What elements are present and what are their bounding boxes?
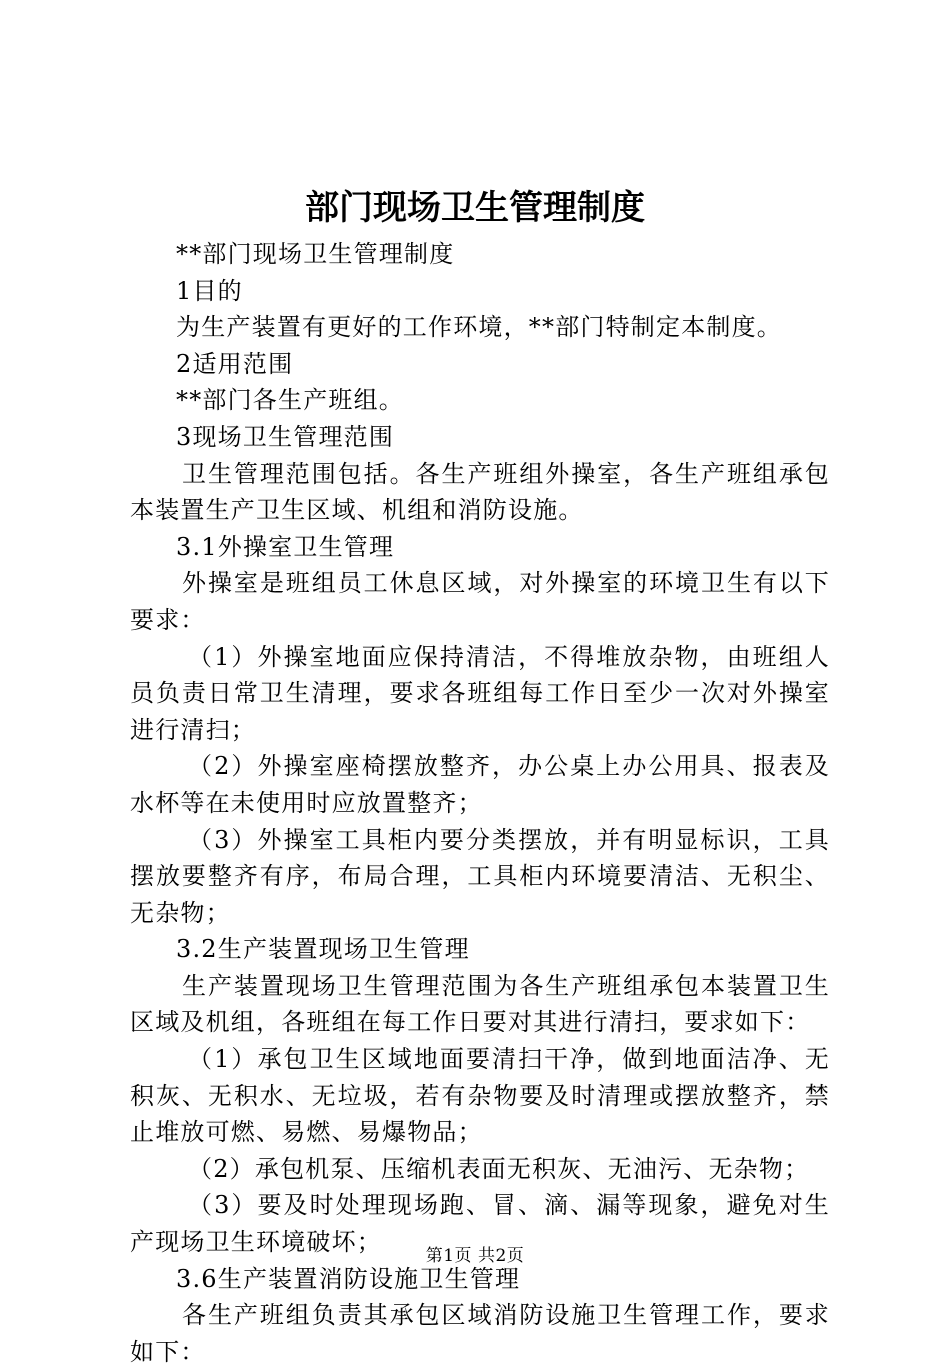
section-heading-purpose: 1目的: [176, 276, 243, 305]
list-item: （1）外操室地面应保持清洁，不得堆放杂物，由班组人员负责日常卫生清理，要求各班组每工作日至少一次对外操室进行清扫；: [130, 642, 830, 744]
body-heading: **部门现场卫生管理制度: [176, 240, 455, 268]
body-paragraph: 各生产班组负责其承包区域消防设施卫生管理工作，要求如下：: [130, 1301, 830, 1366]
body-paragraph: 外操室是班组员工休息区域，对外操室的环境卫生有以下要求：: [130, 569, 830, 634]
section-heading-scope: 2适用范围: [176, 349, 294, 378]
body-paragraph: 卫生管理范围包括。各生产班组外操室，各生产班组承包本装置生产卫生区域、机组和消防设施。: [130, 459, 830, 525]
list-item: （2）承包机泵、压缩机表面无积灰、无油污、无杂物；: [188, 1154, 810, 1183]
list-item: （3）外操室工具柜内要分类摆放，并有明显标识，工具摆放要整齐有序，布局合理，工具柜内环境要清洁、无积尘、无杂物；: [130, 825, 830, 927]
document-body: [130, 236, 830, 1370]
section-heading-3-1: 3.1外操室卫生管理: [176, 532, 395, 561]
body-paragraph: **部门各生产班组。: [176, 386, 404, 415]
list-item: （2）外操室座椅摆放整齐，办公桌上办公用具、报表及水杯等在未使用时应放置整齐；: [130, 752, 830, 817]
section-heading-management-range: 3现场卫生管理范围: [176, 422, 395, 451]
document-title: 部门现场卫生管理制度: [305, 188, 645, 228]
section-heading-3-6: 3.6生产装置消防设施卫生管理: [176, 1264, 521, 1293]
section-heading-3-2: 3.2生产装置现场卫生管理: [176, 935, 470, 964]
body-paragraph: 为生产装置有更好的工作环境，**部门特制定本制度。: [176, 313, 782, 342]
page-number: 第1页 共2页: [425, 1246, 525, 1266]
list-item: （3）要及时处理现场跑、冒、滴、漏等现象，避免对生产现场卫生环境破坏；: [130, 1191, 830, 1257]
list-item: （1）承包卫生区域地面要清扫干净，做到地面洁净、无积灰、无积水、无垃圾，若有杂物要及时清理或摆放整齐，禁止堆放可燃、易燃、易爆物品；: [130, 1045, 830, 1147]
body-paragraph: 生产装置现场卫生管理范围为各生产班组承包本装置卫生区域及机组，各班组在每工作日要对其进行清扫，要求如下：: [130, 971, 830, 1037]
